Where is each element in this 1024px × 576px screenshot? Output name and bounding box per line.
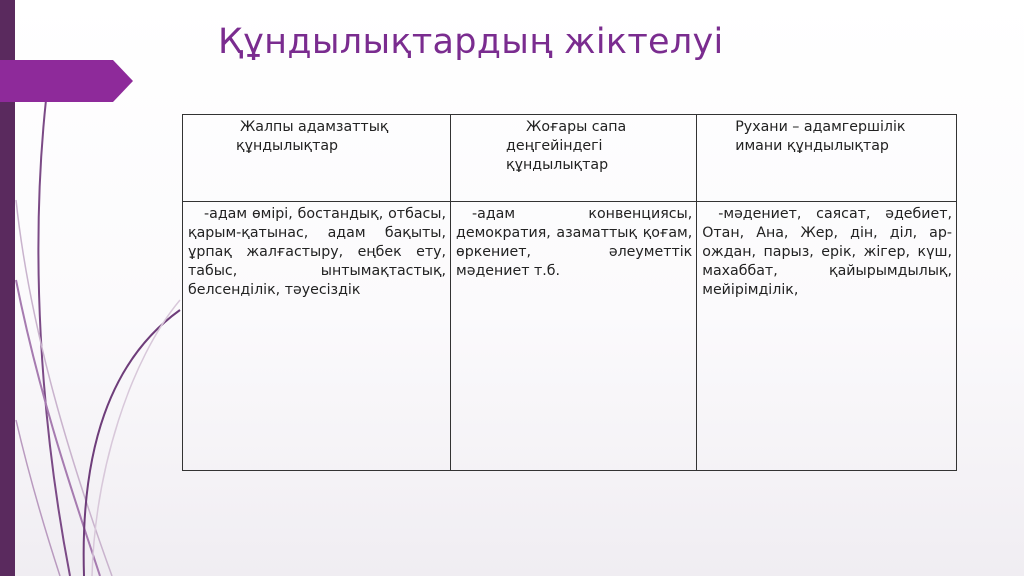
values-table	[182, 114, 957, 471]
decorative-curve	[16, 280, 100, 576]
decorative-curve	[92, 300, 180, 576]
table-cell	[697, 202, 957, 471]
table-cell	[183, 202, 451, 471]
page-title: Құндылықтардың жіктелуі	[218, 22, 724, 62]
table-header-row	[183, 115, 957, 202]
header-high-level-values: Жоғары сапа деңгейіндегі құндылықтар	[506, 119, 627, 173]
decorative-curve	[38, 100, 70, 576]
table-cell	[451, 202, 697, 471]
cell-general-values: -адам өмірі, бостандық, отбасы, қарым-қатынас, адам бақыты, ұрпақ жалғастыру, еңбек ету, табыс, ынтымақтастық, белсенділік, тәуесіздік	[188, 206, 447, 298]
table-header-cell	[697, 115, 957, 202]
header-spiritual-values: Рухани – адамгершілік имани құндылықтар	[735, 119, 906, 154]
decorative-curve	[16, 420, 60, 576]
header-general-values: Жалпы адамзаттық құндылықтар	[236, 119, 389, 154]
decorative-curve	[16, 200, 112, 576]
cell-spiritual-values: -мәдениет, саясат, әдебиет, Отан, Ана, Жер, дін, діл, ар-ождан, парыз, ерік, жігер, күш, махаббат, қайырымдылық, мейірімділік,	[702, 206, 952, 298]
table-header-cell	[183, 115, 451, 202]
table-header-cell	[451, 115, 697, 202]
cell-high-level-values: -адам конвенциясы, демократия, азаматтық қоғам, өркениет, әлеуметтік мәдениет т.б.	[456, 206, 693, 279]
title-arrow-shape	[0, 60, 133, 102]
table-row	[183, 202, 957, 471]
